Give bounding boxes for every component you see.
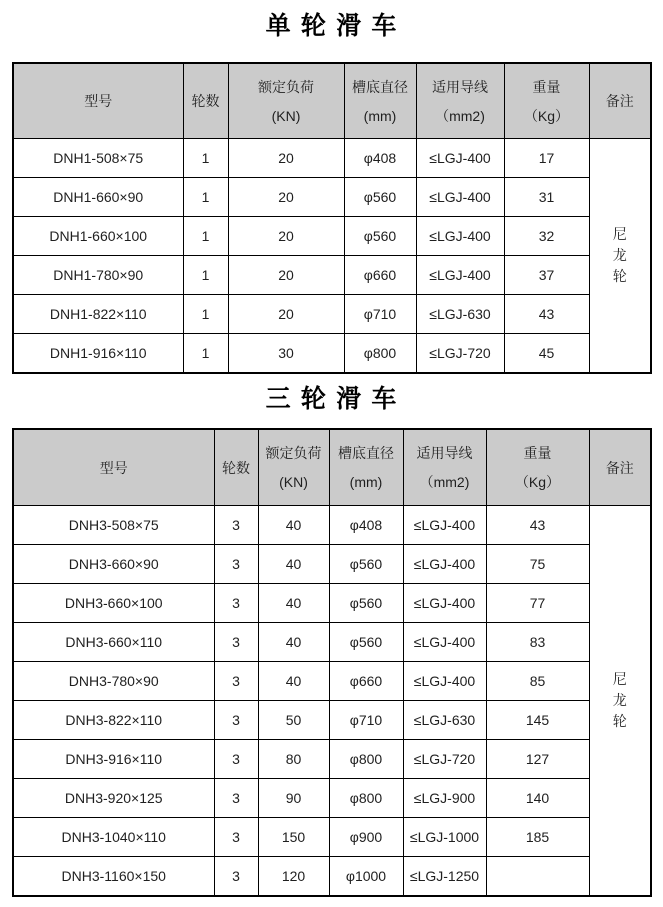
table-row: [13, 139, 651, 178]
cell-applicable-wire: ≤LGJ-400: [416, 139, 504, 178]
cell-weight: 37: [504, 256, 589, 295]
cell-weight: 17: [504, 139, 589, 178]
table-row: [13, 662, 651, 701]
table1-header: [13, 63, 651, 139]
header-line2-unit: （mm2): [419, 474, 470, 490]
cell-wheel-count: 1: [183, 256, 228, 295]
cell-groove-bottom-diameter: φ1000: [329, 857, 403, 897]
cell-model: DNH1-822×110: [13, 295, 183, 334]
cell-weight: 185: [486, 818, 589, 857]
cell-applicable-wire: ≤LGJ-900: [403, 779, 486, 818]
cell-weight: 43: [504, 295, 589, 334]
cell-groove-bottom-diameter: φ408: [344, 139, 416, 178]
column-header-weight: [504, 63, 589, 139]
cell-applicable-wire: ≤LGJ-1250: [403, 857, 486, 897]
cell-wheel-count: 1: [183, 334, 228, 374]
cell-groove-bottom-diameter: φ800: [329, 779, 403, 818]
cell-model: DNH3-920×125: [13, 779, 214, 818]
cell-rated-load: 20: [228, 256, 344, 295]
cell-rated-load: 20: [228, 295, 344, 334]
header-line1: 额定负荷: [265, 445, 322, 461]
cell-groove-bottom-diameter: φ560: [329, 545, 403, 584]
header-line2-unit: （Kg）: [514, 474, 561, 490]
cell-applicable-wire: ≤LGJ-630: [403, 701, 486, 740]
header-line1: 轮数: [222, 459, 250, 476]
cell-remark-merged: [589, 139, 651, 374]
cell-wheel-count: 1: [183, 178, 228, 217]
cell-groove-bottom-diameter: φ800: [329, 740, 403, 779]
cell-applicable-wire: ≤LGJ-630: [416, 295, 504, 334]
cell-wheel-count: 3: [214, 740, 258, 779]
header-line2-unit: (mm): [349, 474, 383, 490]
column-header-wheel-count: [214, 429, 258, 506]
cell-model: DNH3-1040×110: [13, 818, 214, 857]
column-header-applicable-wire: [416, 63, 504, 139]
cell-model: DNH3-660×100: [13, 584, 214, 623]
cell-model: DNH3-780×90: [13, 662, 214, 701]
cell-weight: 43: [486, 506, 589, 545]
cell-rated-load: 40: [258, 506, 329, 545]
cell-wheel-count: 3: [214, 701, 258, 740]
table-row: [13, 701, 651, 740]
header-line2-unit: （Kg）: [523, 107, 570, 124]
header-line2-unit: (mm): [363, 107, 397, 124]
single-wheel-pulley-table: [12, 62, 652, 374]
cell-applicable-wire: ≤LGJ-400: [416, 256, 504, 295]
header-line2-unit: (KN): [279, 474, 308, 490]
cell-weight: 77: [486, 584, 589, 623]
header-line2-unit: （mm2): [435, 107, 485, 124]
cell-applicable-wire: ≤LGJ-400: [416, 217, 504, 256]
cell-weight: 75: [486, 545, 589, 584]
table-row: [13, 506, 651, 545]
cell-weight: 32: [504, 217, 589, 256]
cell-rated-load: 40: [258, 584, 329, 623]
cell-model: DNH1-660×100: [13, 217, 183, 256]
header-line1: 备注: [605, 93, 634, 109]
cell-weight: 45: [504, 334, 589, 374]
table-row: [13, 740, 651, 779]
single-wheel-pulley-title: 单 轮 滑 车: [265, 13, 399, 40]
column-header-groove-bottom-diameter: [329, 429, 403, 506]
column-header-wheel-count: [183, 63, 228, 139]
header-line1: 重量: [532, 78, 561, 95]
header-row: [13, 429, 651, 506]
table-row: [13, 584, 651, 623]
column-header-rated-load: [228, 63, 344, 139]
cell-applicable-wire: ≤LGJ-400: [403, 545, 486, 584]
cell-model: DNH3-822×110: [13, 701, 214, 740]
table-row: [13, 256, 651, 295]
cell-rated-load: 50: [258, 701, 329, 740]
cell-wheel-count: 3: [214, 818, 258, 857]
table-row: [13, 334, 651, 374]
header-line1: 型号: [99, 459, 128, 476]
cell-model: DNH3-1160×150: [13, 857, 214, 897]
cell-model: DNH1-508×75: [13, 139, 183, 178]
cell-weight: 31: [504, 178, 589, 217]
cell-applicable-wire: ≤LGJ-400: [403, 623, 486, 662]
table-row: [13, 779, 651, 818]
column-header-remark: [589, 63, 651, 139]
remark-vertical-text: 尼 龙 轮: [612, 671, 627, 729]
cell-wheel-count: 3: [214, 857, 258, 897]
cell-wheel-count: 3: [214, 506, 258, 545]
header-line1: 槽底直径: [352, 78, 408, 95]
cell-groove-bottom-diameter: φ660: [329, 662, 403, 701]
cell-rated-load: 120: [258, 857, 329, 897]
cell-applicable-wire: ≤LGJ-400: [403, 506, 486, 545]
header-row: [13, 63, 651, 139]
cell-rated-load: 20: [228, 139, 344, 178]
header-line1: 额定负荷: [258, 78, 314, 95]
header-line1: 备注: [605, 459, 634, 476]
cell-groove-bottom-diameter: φ710: [344, 295, 416, 334]
cell-weight: 85: [486, 662, 589, 701]
cell-rated-load: 30: [228, 334, 344, 374]
cell-wheel-count: 1: [183, 217, 228, 256]
three-wheel-pulley-table: [12, 428, 652, 897]
cell-model: DNH1-780×90: [13, 256, 183, 295]
cell-groove-bottom-diameter: φ408: [329, 506, 403, 545]
cell-applicable-wire: ≤LGJ-720: [416, 334, 504, 374]
header-line1: 适用导线: [416, 445, 473, 461]
cell-groove-bottom-diameter: φ660: [344, 256, 416, 295]
header-line1: 适用导线: [432, 78, 488, 95]
column-header-rated-load: [258, 429, 329, 506]
cell-applicable-wire: ≤LGJ-400: [403, 662, 486, 701]
cell-rated-load: 40: [258, 662, 329, 701]
cell-weight: 83: [486, 623, 589, 662]
cell-applicable-wire: ≤LGJ-400: [403, 584, 486, 623]
header-line2-unit: (KN): [271, 107, 301, 124]
cell-model: DNH3-916×110: [13, 740, 214, 779]
cell-model: DNH3-660×90: [13, 545, 214, 584]
cell-rated-load: 90: [258, 779, 329, 818]
cell-wheel-count: 3: [214, 584, 258, 623]
header-line1: 槽底直径: [338, 445, 394, 461]
header-line1: 轮数: [191, 93, 220, 109]
cell-rated-load: 20: [228, 178, 344, 217]
table-row: [13, 545, 651, 584]
cell-wheel-count: 3: [214, 779, 258, 818]
table-row: [13, 623, 651, 662]
table-row: [13, 217, 651, 256]
table-row: [13, 178, 651, 217]
table2-body: [13, 506, 651, 897]
table-row: [13, 857, 651, 897]
table-row: [13, 818, 651, 857]
column-header-remark: [589, 429, 651, 506]
cell-weight: 145: [486, 701, 589, 740]
cell-weight: 127: [486, 740, 589, 779]
cell-applicable-wire: ≤LGJ-400: [416, 178, 504, 217]
cell-groove-bottom-diameter: φ900: [329, 818, 403, 857]
table1-body: [13, 139, 651, 374]
column-header-model: [13, 429, 214, 506]
cell-groove-bottom-diameter: φ560: [329, 584, 403, 623]
cell-model: DNH3-508×75: [13, 506, 214, 545]
cell-wheel-count: 3: [214, 545, 258, 584]
cell-model: DNH1-660×90: [13, 178, 183, 217]
cell-model: DNH3-660×110: [13, 623, 214, 662]
cell-rated-load: 40: [258, 545, 329, 584]
cell-weight: 140: [486, 779, 589, 818]
cell-applicable-wire: ≤LGJ-1000: [403, 818, 486, 857]
cell-rated-load: 20: [228, 217, 344, 256]
remark-vertical-text: 尼 龙 轮: [612, 226, 627, 284]
cell-wheel-count: 3: [214, 662, 258, 701]
cell-groove-bottom-diameter: φ710: [329, 701, 403, 740]
column-header-weight: [486, 429, 589, 506]
header-line1: 重量: [523, 445, 552, 461]
cell-groove-bottom-diameter: φ560: [344, 217, 416, 256]
cell-rated-load: 80: [258, 740, 329, 779]
cell-rated-load: 150: [258, 818, 329, 857]
table2-header: [13, 429, 651, 506]
cell-rated-load: 40: [258, 623, 329, 662]
cell-wheel-count: 3: [214, 623, 258, 662]
table-row: [13, 295, 651, 334]
cell-remark-merged: [589, 506, 651, 897]
cell-wheel-count: 1: [183, 295, 228, 334]
cell-groove-bottom-diameter: φ800: [344, 334, 416, 374]
column-header-applicable-wire: [403, 429, 486, 506]
column-header-groove-bottom-diameter: [344, 63, 416, 139]
column-header-model: [13, 63, 183, 139]
cell-groove-bottom-diameter: φ560: [329, 623, 403, 662]
cell-wheel-count: 1: [183, 139, 228, 178]
cell-applicable-wire: ≤LGJ-720: [403, 740, 486, 779]
cell-model: DNH1-916×110: [13, 334, 183, 374]
three-wheel-pulley-title: 三 轮 滑 车: [265, 386, 399, 413]
header-line1: 型号: [84, 93, 113, 109]
cell-weight: [486, 857, 589, 897]
cell-groove-bottom-diameter: φ560: [344, 178, 416, 217]
